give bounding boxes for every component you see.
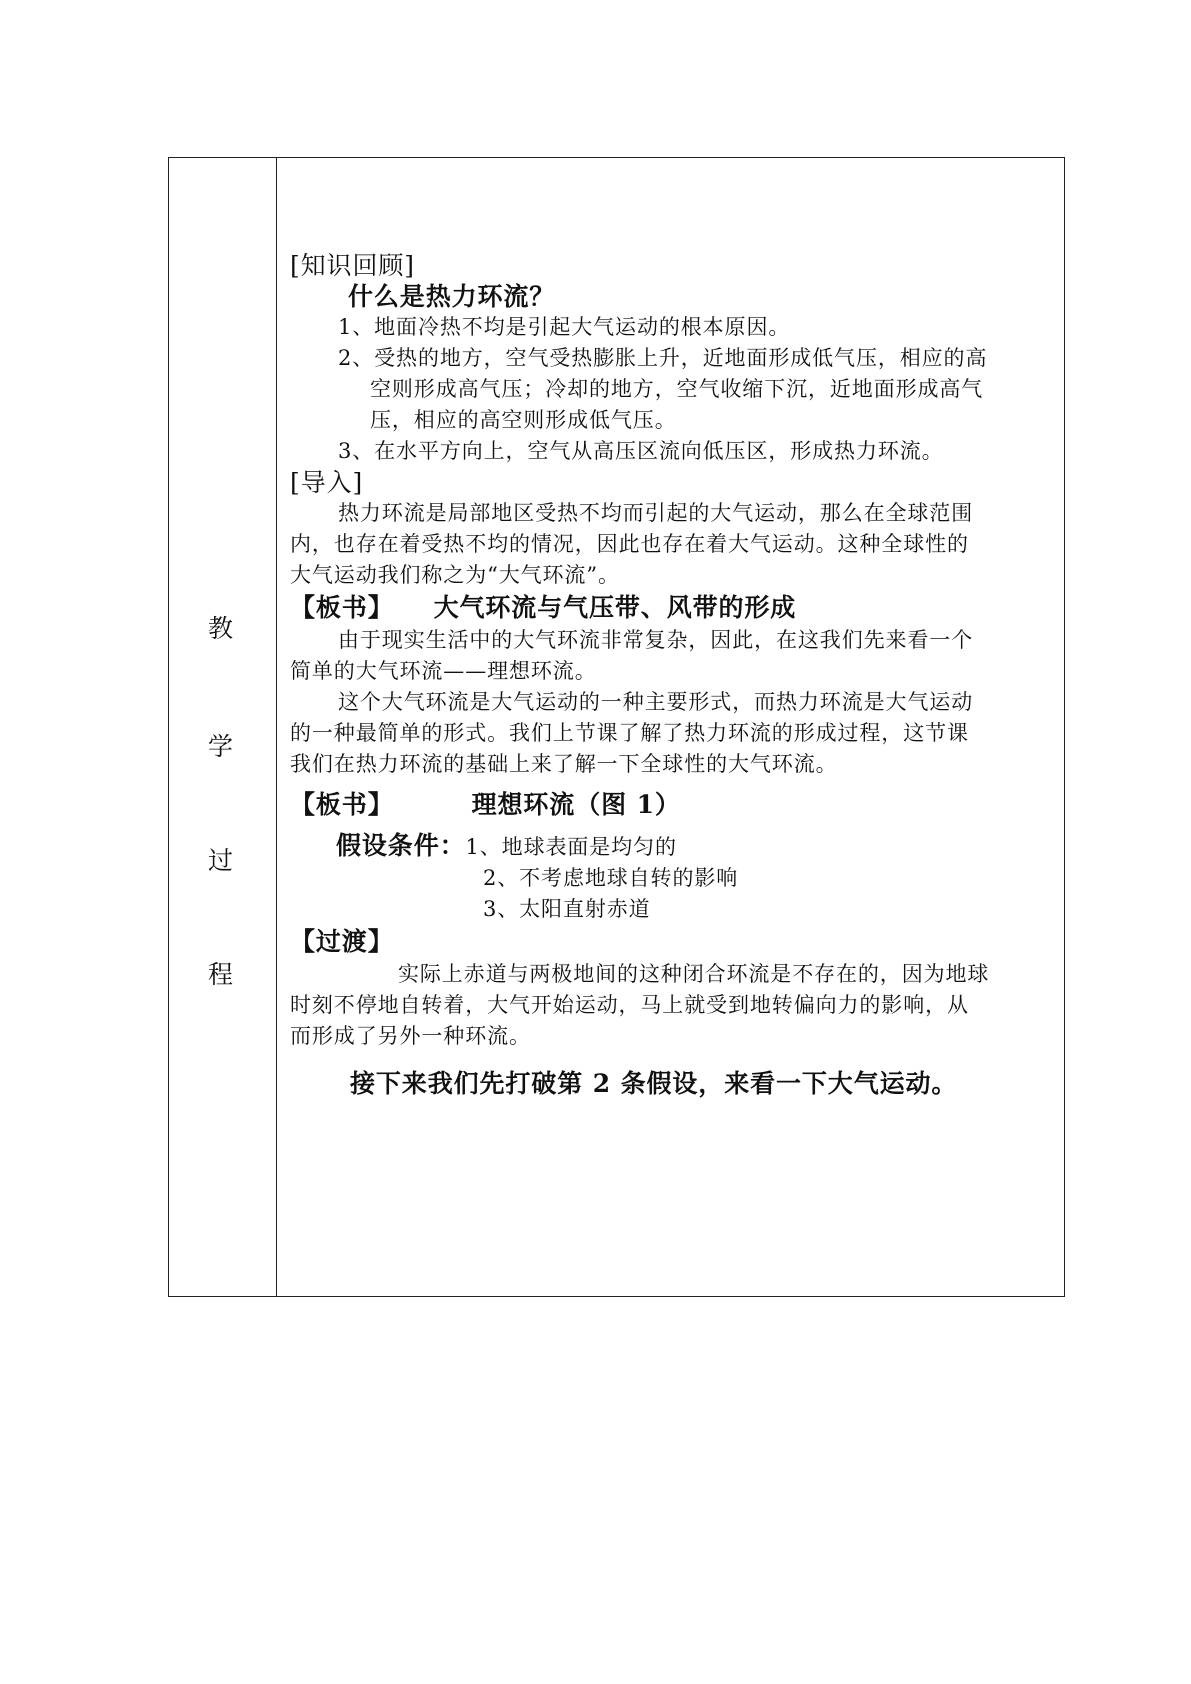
board-1-para-1-line-2: 简单的大气环流——理想环流。 xyxy=(290,659,597,683)
intro-line-3: 大气运动我们称之为“大气环流”。 xyxy=(290,563,620,587)
review-question: 什么是热力环流？ xyxy=(348,282,556,311)
lesson-content xyxy=(290,250,1050,1102)
review-point-3: 3、在水平方向上，空气从高压区流向低压区，形成热力环流。 xyxy=(338,439,944,463)
assumption-1: 1、地球表面是均匀的 xyxy=(465,835,677,859)
closing-statement: 接下来我们先打破第 2 条假设，来看一下大气运动。 xyxy=(350,1069,958,1098)
review-heading: [知识回顾] xyxy=(290,251,415,280)
board-1-para-1-line-1: 由于现实生活中的大气环流非常复杂，因此，在这我们先来看一个 xyxy=(338,628,974,652)
transition-line-3: 而形成了另外一种环流。 xyxy=(290,1024,531,1048)
review-point-2-line-2: 空则形成高气压；冷却的地方，空气收缩下沉，近地面形成高气 xyxy=(370,377,984,401)
board-1-para-2-line-3: 我们在热力环流的基础上来了解一下全球性的大气环流。 xyxy=(290,752,838,776)
assumption-label: 假设条件： xyxy=(336,831,466,860)
column-divider xyxy=(276,157,277,1297)
board-2-title: 理想环流（图 1） xyxy=(471,790,681,819)
assumption-2: 2、不考虑地球自转的影响 xyxy=(483,866,739,890)
intro-line-1: 热力环流是局部地区受热不均而引起的大气运动，那么在全球范围 xyxy=(338,501,974,525)
board-1-para-2-line-2: 的一种最简单的形式。我们上节课了解了热力环流的形成过程，这节课 xyxy=(290,721,969,745)
side-label-char-3: 过 xyxy=(208,846,234,875)
intro-line-2: 内，也存在着受热不均的情况，因此也存在着大气运动。这种全球性的 xyxy=(290,532,969,556)
transition-line-1: 实际上赤道与两极地间的这种闭合环流是不存在的，因为地球 xyxy=(398,962,990,986)
review-point-2-line-3: 压，相应的高空则形成低气压。 xyxy=(370,408,677,432)
board-1-para-2-line-1: 这个大气环流是大气运动的一种主要形式，而热力环流是大气运动 xyxy=(338,690,974,714)
assumption-3: 3、太阳直射赤道 xyxy=(483,897,651,921)
side-label-char-1: 教 xyxy=(208,614,234,643)
transition-line-2: 时刻不停地自转着，大气开始运动，马上就受到地转偏向力的影响，从 xyxy=(290,993,969,1017)
board-1-title: 大气环流与气压带、风带的形成 xyxy=(433,593,797,622)
board-1-tag: 【板书】 xyxy=(290,593,394,622)
board-1-heading xyxy=(290,591,1050,625)
assumption-row-1 xyxy=(290,830,1050,863)
side-label-char-4: 程 xyxy=(208,960,234,989)
board-2-tag: 【板书】 xyxy=(290,790,394,819)
transition-tag: 【过渡】 xyxy=(290,927,394,956)
board-2-heading xyxy=(290,788,1050,822)
review-point-1: 1、地面冷热不均是引起大气运动的根本原因。 xyxy=(338,315,791,339)
intro-heading: [导入] xyxy=(290,468,364,497)
side-label-char-2: 学 xyxy=(208,732,234,761)
review-point-2-line-1: 2、受热的地方，空气受热膨胀上升，近地面形成低气压，相应的高 xyxy=(338,346,988,370)
